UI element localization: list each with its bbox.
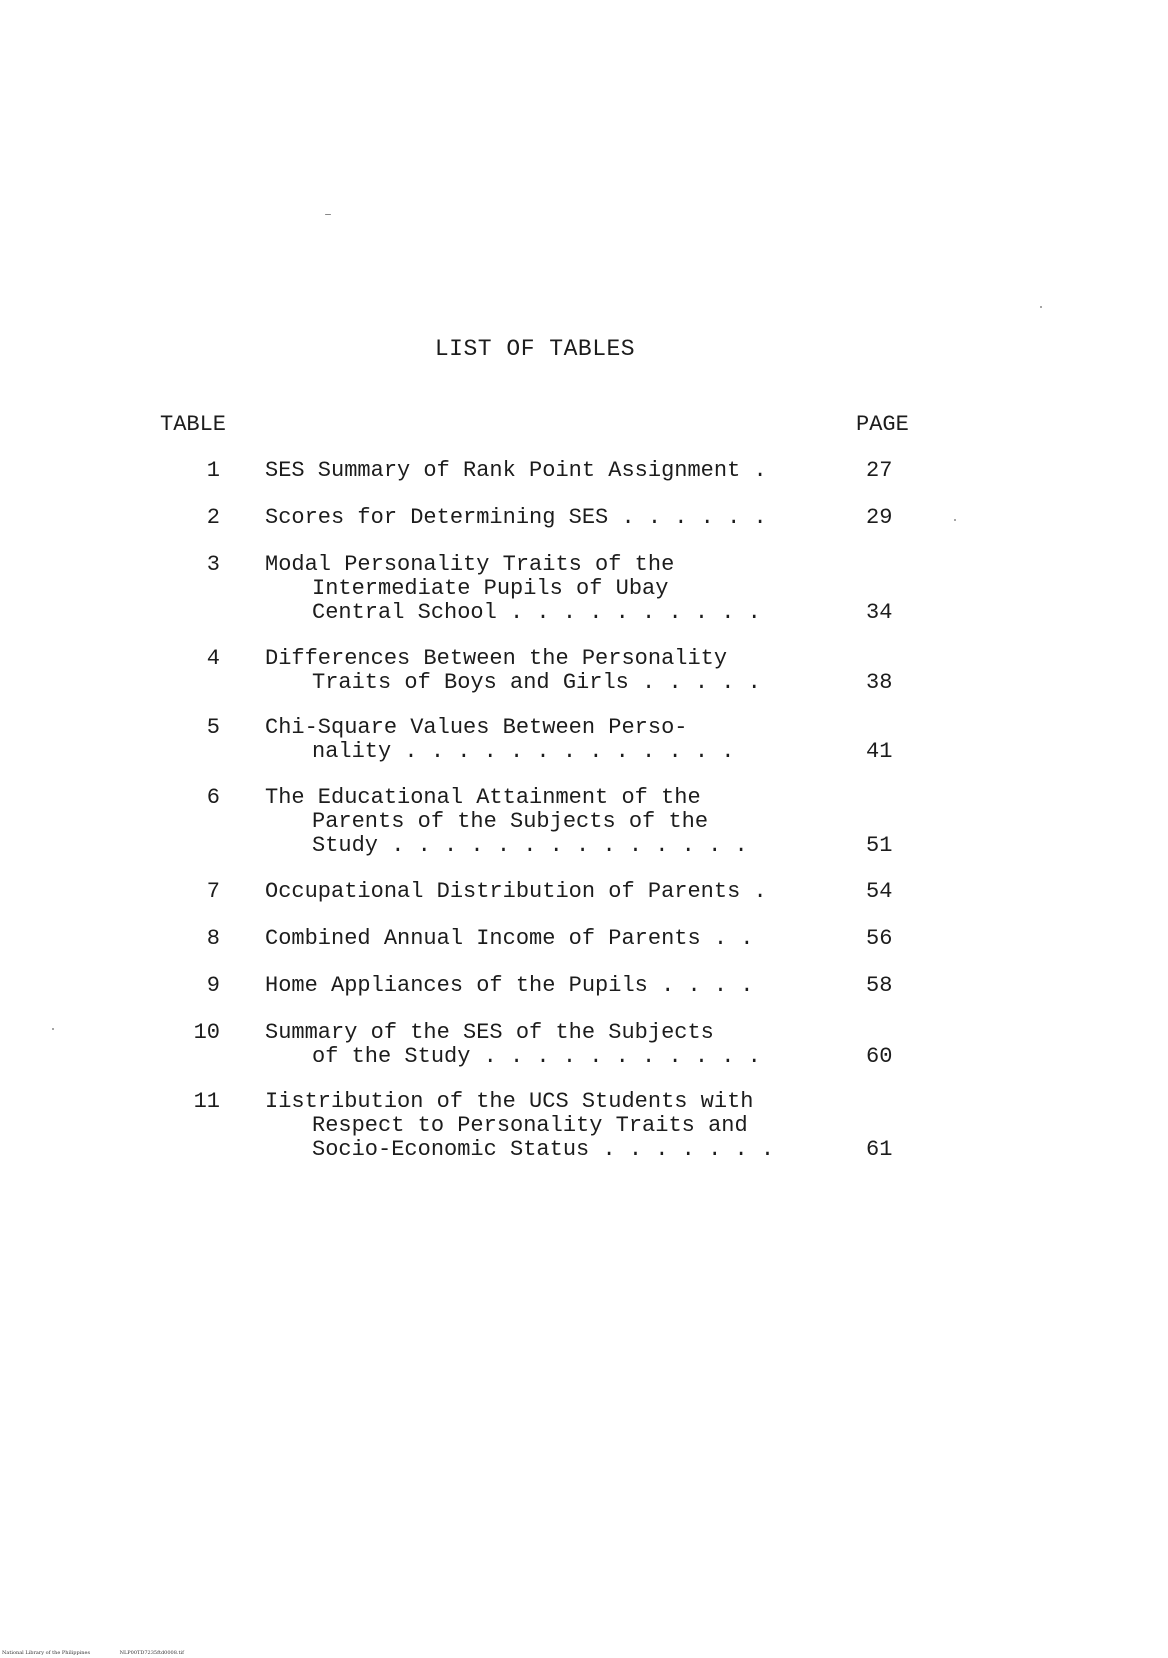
- table-title-line: SES Summary of Rank Point Assignment .: [265, 458, 767, 483]
- table-number: 5: [206, 715, 220, 740]
- table-title: [265, 786, 825, 858]
- table-column-header: TABLE: [160, 412, 227, 437]
- scan-speck: [1040, 306, 1042, 308]
- table-title-line: Modal Personality Traits of the: [265, 552, 675, 577]
- table-title-line: Respect to Personality Traits and: [312, 1113, 748, 1138]
- table-title-line: Socio-Economic Status . . . . . . .: [312, 1137, 775, 1162]
- table-number: 3: [206, 552, 220, 577]
- table-title-line: Chi-Square Values Between Perso-: [265, 715, 688, 740]
- table-title: [265, 927, 825, 951]
- table-title-line: nality . . . . . . . . . . . . .: [312, 739, 735, 764]
- page-number: 61: [866, 1137, 893, 1162]
- table-title-line: Central School . . . . . . . . . .: [312, 600, 761, 625]
- scan-speck: [954, 519, 956, 521]
- table-title: [265, 506, 825, 530]
- table-number: 7: [206, 879, 220, 904]
- table-number: 8: [206, 926, 220, 951]
- table-title-line: Scores for Determining SES . . . . . .: [265, 505, 767, 530]
- table-title-line: The Educational Attainment of the: [265, 785, 701, 810]
- table-title-line: Home Appliances of the Pupils . . . .: [265, 973, 754, 998]
- page-number: 27: [866, 458, 893, 483]
- page-column-header: PAGE: [856, 412, 909, 437]
- page-number: 34: [866, 600, 893, 625]
- footer-file: NLP00TD7235ftd0008.tif: [119, 1650, 184, 1656]
- table-number: 2: [206, 505, 220, 530]
- page-number: 56: [866, 926, 893, 951]
- table-title: [265, 553, 825, 625]
- page-number: 60: [866, 1044, 893, 1069]
- table-number: 1: [206, 458, 220, 483]
- footer-library: National Library of the Philippines: [2, 1650, 91, 1656]
- table-title: [265, 1021, 825, 1069]
- table-title: [265, 1090, 825, 1162]
- page-title: LIST OF TABLES: [434, 336, 636, 362]
- table-title: [265, 880, 825, 904]
- table-number: 9: [206, 973, 220, 998]
- table-title-line: Iistribution of the UCS Students with: [265, 1089, 754, 1114]
- table-title-line: Summary of the SES of the Subjects: [265, 1020, 714, 1045]
- table-title-line: Study . . . . . . . . . . . . . .: [312, 833, 748, 858]
- table-title-line: Occupational Distribution of Parents .: [265, 879, 767, 904]
- table-title-line: Combined Annual Income of Parents . .: [265, 926, 754, 951]
- table-title-line: Traits of Boys and Girls . . . . .: [312, 670, 761, 695]
- table-title-line: of the Study . . . . . . . . . . .: [312, 1044, 761, 1069]
- table-title: [265, 716, 825, 764]
- table-number: 6: [206, 785, 220, 810]
- page-number: 41: [866, 739, 893, 764]
- table-number: 4: [206, 646, 220, 671]
- table-title: [265, 647, 825, 695]
- table-title: [265, 974, 825, 998]
- table-title-line: Parents of the Subjects of the: [312, 809, 709, 834]
- table-number: 11: [193, 1089, 220, 1114]
- page-number: 29: [866, 505, 893, 530]
- page-number: 54: [866, 879, 893, 904]
- table-title: [265, 459, 825, 483]
- page-number: 58: [866, 973, 893, 998]
- scan-speck: [325, 214, 331, 215]
- page-number: 51: [866, 833, 893, 858]
- scan-speck: [52, 1028, 54, 1030]
- table-number: 10: [193, 1020, 220, 1045]
- page-number: 38: [866, 670, 893, 695]
- scan-footer: [2, 1650, 184, 1656]
- table-title-line: Intermediate Pupils of Ubay: [312, 576, 669, 601]
- table-title-line: Differences Between the Personality: [265, 646, 728, 671]
